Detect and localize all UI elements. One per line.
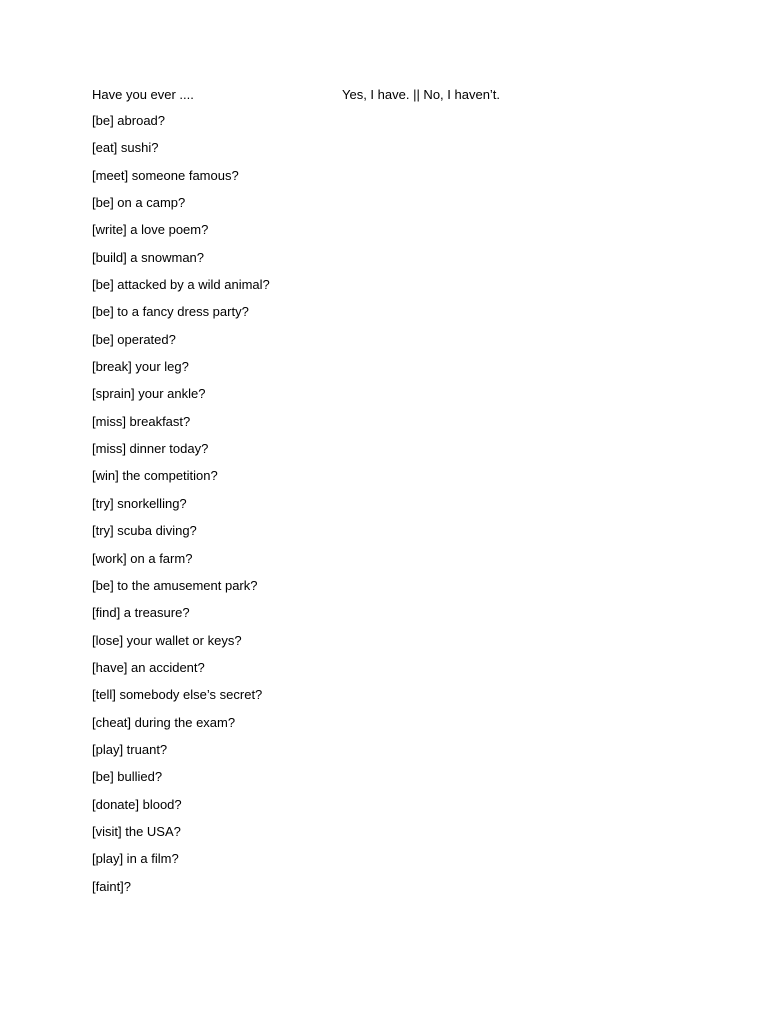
question-item: [sprain] your ankle? [92, 386, 206, 402]
question-item: [be] to a fancy dress party? [92, 304, 249, 320]
question-item: [break] your leg? [92, 359, 189, 375]
question-item: [be] abroad? [92, 113, 166, 128]
question-list [92, 112, 270, 905]
question-item: [miss] dinner today? [92, 441, 209, 457]
question-item: [try] scuba diving? [92, 523, 197, 539]
question-item: [miss] breakfast? [92, 413, 191, 429]
question-item: [have] an accident? [92, 659, 205, 675]
question-item: [write] a love poem? [92, 222, 209, 238]
question-item: [build] a snowman? [92, 249, 205, 265]
question-item: [cheat] during the exam? [92, 714, 236, 730]
question-item: [be] attacked by a wild animal? [92, 277, 270, 293]
question-item: [visit] the USA? [92, 823, 181, 839]
question-item: [win] the competition? [92, 468, 218, 484]
question-item: [faint]? [92, 878, 132, 894]
question-item: [find] a treasure? [92, 605, 190, 621]
question-item: [try] snorkelling? [92, 495, 187, 511]
question-item: [be] operated? [92, 331, 176, 347]
question-item: [be] on a camp? [92, 195, 186, 211]
worksheet-header [92, 86, 692, 106]
header-answers: Yes, I have. || No, I haven’t. [342, 87, 501, 102]
question-item: [meet] someone famous? [92, 167, 239, 183]
header-prompt: Have you ever .... [92, 87, 194, 102]
question-item: [eat] sushi? [92, 140, 159, 156]
question-item: [play] truant? [92, 741, 168, 757]
question-item: [lose] your wallet or keys? [92, 632, 242, 648]
question-item: [play] in a film? [92, 851, 179, 867]
question-item: [tell] somebody else’s secret? [92, 687, 263, 703]
question-item: [be] to the amusement park? [92, 577, 258, 593]
question-item: [be] bullied? [92, 769, 163, 785]
question-item: [donate] blood? [92, 796, 182, 812]
question-item: [work] on a farm? [92, 550, 193, 566]
